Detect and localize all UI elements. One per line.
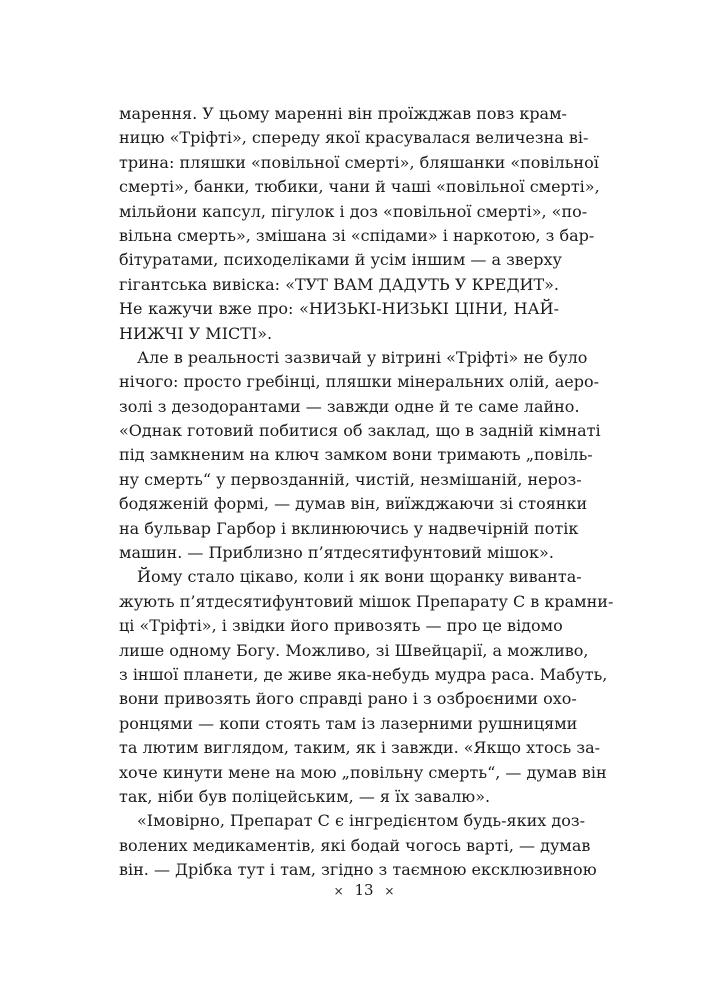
text-line: під замкненим на ключ замком вони тримають „повіль-	[119, 445, 593, 465]
text-line: хоче кинути мене на мою „повільну смерть“, — думав він	[119, 762, 607, 782]
text-line: ницю «Тріфті», спереду якої красувалася величезна ві-	[119, 128, 589, 148]
text-line: Не кажучи вже про: «НИЗЬКІ-НИЗЬКІ ЦІНИ, НАЙ-	[119, 299, 559, 319]
text-line: смерті», банки, тюбики, чани й чаші «повільної смерті»,	[119, 177, 600, 197]
text-line: лише одному Богу. Можливо, зі Швейцарії, а можливо,	[119, 640, 589, 660]
text-line: вони привозять його справді рано і з озброєними охо-	[119, 689, 577, 709]
text-line: бодяженій формі, — думав він, виїжджаючи зі стоянки	[119, 494, 588, 514]
text-line: «Імовірно, Препарат С є інгредієнтом будь-яких доз-	[137, 811, 585, 831]
text-line: ну смерть“ у первозданній, чистій, незмішаній, нероз-	[119, 469, 582, 489]
page-number: 13	[354, 881, 374, 899]
text-line: золі з дезодорантами — завжди одне й те саме лайно.	[119, 396, 580, 416]
text-line: так, ніби був поліцейським, — я їх завалю».	[119, 786, 491, 806]
paragraph	[119, 346, 601, 566]
text-line: НИЖЧІ У МІСТІ».	[119, 323, 273, 343]
text-line: бітуратами, психоделіками й усім іншим — а зверху	[119, 250, 562, 270]
body-text	[119, 102, 614, 883]
text-line: мільйони капсул, пігулок і доз «повільної смерті», «по-	[119, 201, 588, 221]
text-line: Йому стало цікаво, коли і як вони щоранку вивантa-	[137, 567, 582, 587]
text-line: трина: пляшки «повільної смерті», бляшанки «повільної	[119, 152, 599, 172]
text-line: та лютим виглядом, таким, як і завжди. «Якщо хтось за-	[119, 738, 601, 758]
text-line: вільна смерть», змішана зі «спідами» і наркотою, з бар-	[119, 225, 595, 245]
text-line: з іншої планети, де живе яка-небудь мудра раса. Мабуть,	[119, 664, 608, 684]
text-line: марення. У цьому маренні він проїжджав повз крам-	[119, 104, 567, 123]
page-number-ornament-right: ×	[384, 884, 395, 898]
text-line: на бульвар Гарбор і вклинюючись у надвечірній потік	[119, 518, 579, 538]
text-line: машин. — Приблизно п’ятдесятифунтовий мішок».	[119, 543, 554, 563]
page-number-ornament-left: ×	[333, 884, 344, 898]
text-line: волених медикаментів, які бодай чогось варті, — думав	[119, 835, 591, 855]
text-line: нічого: просто гребінці, пляшки мінеральних олій, аеро-	[119, 372, 600, 392]
paragraph	[119, 809, 597, 882]
text-line: ронцями — копи стоять там із лазерними рушницями	[119, 713, 578, 733]
text-line: гігантська вивіска: «ТУТ ВАМ ДАДУТЬ У КРЕДИТ».	[119, 274, 559, 294]
text-line: жують п’ятдесятифунтовий мішок Препарату С в крамни-	[119, 591, 614, 611]
text-line: «Однак готовий побитися об заклад, що в задній кімнаті	[119, 421, 601, 441]
text-line: Але в реальності зазвичай у вітрині «Тріфті» не було	[137, 347, 588, 367]
page-number-row	[0, 881, 728, 899]
text-line: він. — Дрібка тут і там, згідно з таємною ексклюзивною	[119, 860, 597, 880]
text-line: ці «Тріфті», і звідки його привозять — про це відомо	[119, 616, 563, 636]
paragraph	[119, 565, 614, 809]
paragraph	[119, 102, 600, 346]
